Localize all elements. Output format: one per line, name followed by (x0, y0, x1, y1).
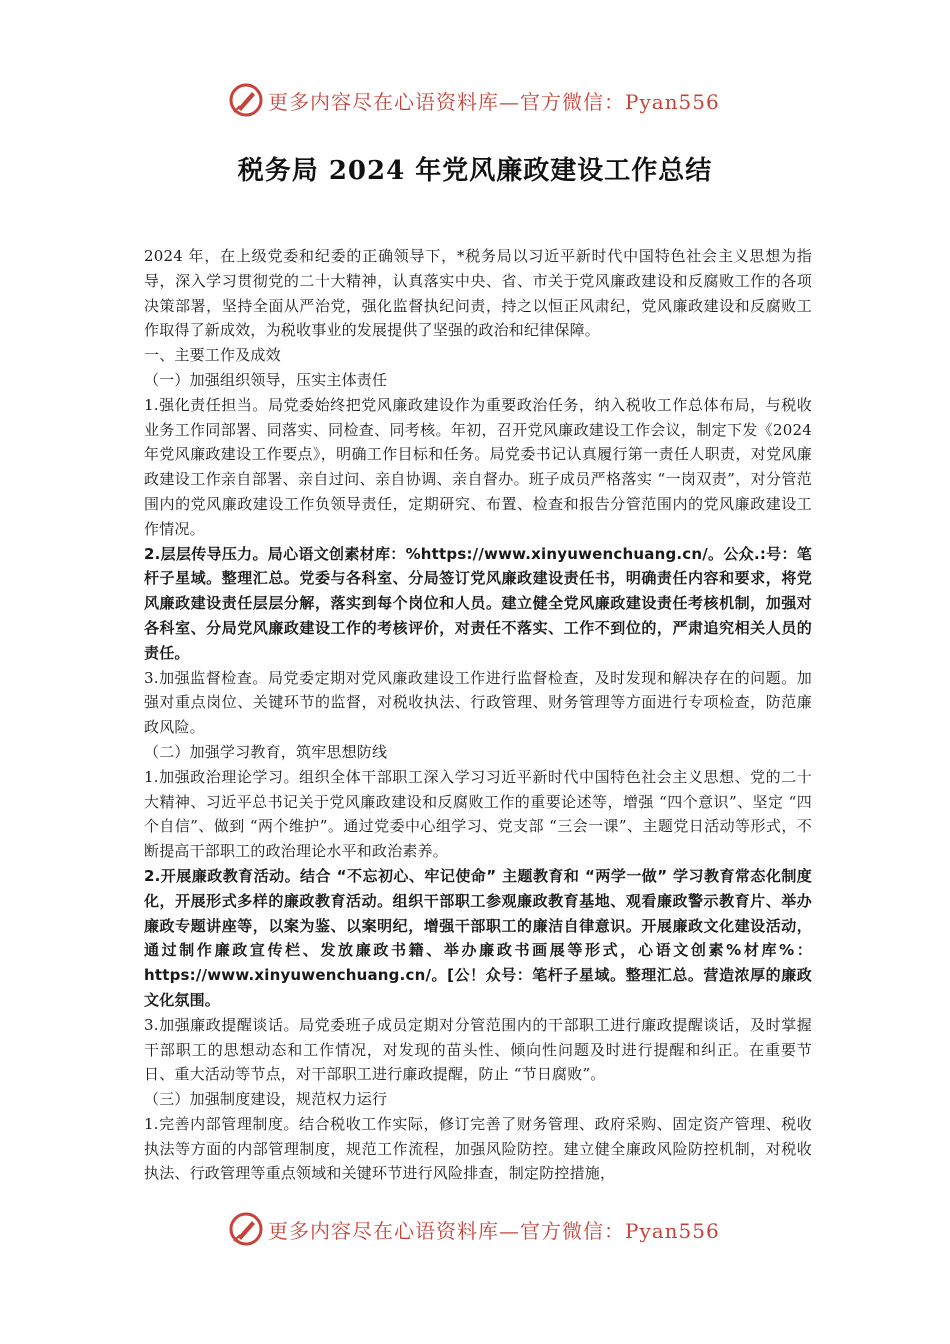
footer-banner (228, 1209, 748, 1249)
paragraph-1-3: 3.加强监督检查。局党委定期对党风廉政建设工作进行监督检查，及时发现和解决存在的问题。加强对重点岗位、关键环节的监督，对税收执法、行政管理、财务管理等方面进行专项检查，防范廉政风险。 (144, 668, 812, 737)
paragraph-2-2: 2.开展廉政教育活动。结合 “不忘初心、牢记使命” 主题教育和 “两学一做” 学习教育常态化制度化，开展形式多样的廉政教育活动。组织干部职工参观廉政教育基地、观看廉政警示教育片、举办廉政专题讲座等，以案为鉴、以案明纪，增强干部职工的廉洁自律意识。开展廉政文化建设活动，通过制作廉政宣传栏、发放廉政书籍、举办廉政书画展等形式，心语文创素%材库%：https://www.xinyuwenchuang.cn/。[公！众号：笔杆子星域。整理汇总。营造浓厚的廉政文化氛围。 (144, 866, 812, 1009)
subsection-heading-1: （一）加强组织领导，压实主体责任 (144, 370, 388, 389)
paragraph-2-3: 3.加强廉政提醒谈话。局党委班子成员定期对分管范围内的干部职工进行廉政提醒谈话，及时掌握干部职工的思想动态和工作情况，对发现的苗头性、倾向性问题及时进行提醒和纠正。在重要节日、重大活动等节点，对干部职工进行廉政提醒，防止 “节日腐败”。 (144, 1015, 812, 1084)
section-heading-1: 一、主要工作及成效 (144, 346, 281, 365)
pen-logo-icon (228, 82, 264, 118)
banner-text: 更多内容尽在心语资料库—官方微信：Pyan556 (268, 1218, 720, 1243)
subsection-heading-2: （二）加强学习教育，筑牢思想防线 (144, 742, 388, 761)
banner-text: 更多内容尽在心语资料库—官方微信：Pyan556 (268, 89, 720, 114)
paragraph-intro: 2024 年，在上级党委和纪委的正确领导下，*税务局以习近平新时代中国特色社会主义思想为指导，深入学习贯彻党的二十大精神，认真落实中央、省、市关于党风廉政建设和反腐败工作的各项决策部署，坚持全面从严治党，强化监督执纪问责，持之以恒正风肃纪，党风廉政建设和反腐败工作取得了新成效，为税收事业的发展提供了坚强的政治和纪律保障。 (144, 247, 812, 340)
paragraph-3-1: 1.完善内部管理制度。结合税收工作实际，修订完善了财务管理、政府采购、固定资产管理、税收执法等方面的内部管理制度，规范工作流程，加强风险防控。建立健全廉政风险防控机制，对税收执法、行政管理等重点领域和关键环节进行风险排查，制定防控措施， (144, 1114, 812, 1183)
header-banner (228, 80, 748, 120)
subsection-heading-3: （三）加强制度建设，规范权力运行 (144, 1090, 388, 1109)
paragraph-2-1: 1.加强政治理论学习。组织全体干部职工深入学习习近平新时代中国特色社会主义思想、党的二十大精神、习近平总书记关于党风廉政建设和反腐败工作的重要论述等，增强 “四个意识”、坚定 “四个自信”、做到 “两个维护”。通过党委中心组学习、党支部 “三会一课”、主题党日活动等形式，不断提高干部职工的政治理论水平和政治素养。 (144, 767, 812, 861)
document-title: 税务局 2024 年党风廉政建设工作总结 (237, 156, 713, 186)
paragraph-1-2: 2.层层传导压力。局心语文创素材库：%https://www.xinyuwenchuang.cn/。公众.:号：笔杆子星域。整理汇总。党委与各科室、分局签订党风廉政建设责任书，明确责任内容和要求，将党风廉政建设责任层层分解，落实到每个岗位和人员。建立健全党风廉政建设责任考核机制，加强对各科室、分局党风廉政建设工作的考核评价，对责任不落实、工作不到位的，严肃追究相关人员的责任。 (144, 544, 812, 662)
pen-logo-icon (228, 1211, 264, 1247)
paragraph-1-1: 1.强化责任担当。局党委始终把党风廉政建设作为重要政治任务，纳入税收工作总体布局，与税收业务工作同部署、同落实、同检查、同考核。年初，召开党风廉政建设工作会议，制定下发《2024 年党风廉政建设工作要点》，明确工作目标和任务。局党委书记认真履行第一责任人职责，对党风廉政建设工作亲自部署、亲自过问、亲自协调、亲自督办。班子成员严格落实 “一岗双责”，对分管范围内的党风廉政建设工作负领导责任，定期研究、布置、检查和报告分管范围内的党风廉政建设工作情况。 (144, 395, 812, 538)
document-body (144, 244, 812, 1186)
